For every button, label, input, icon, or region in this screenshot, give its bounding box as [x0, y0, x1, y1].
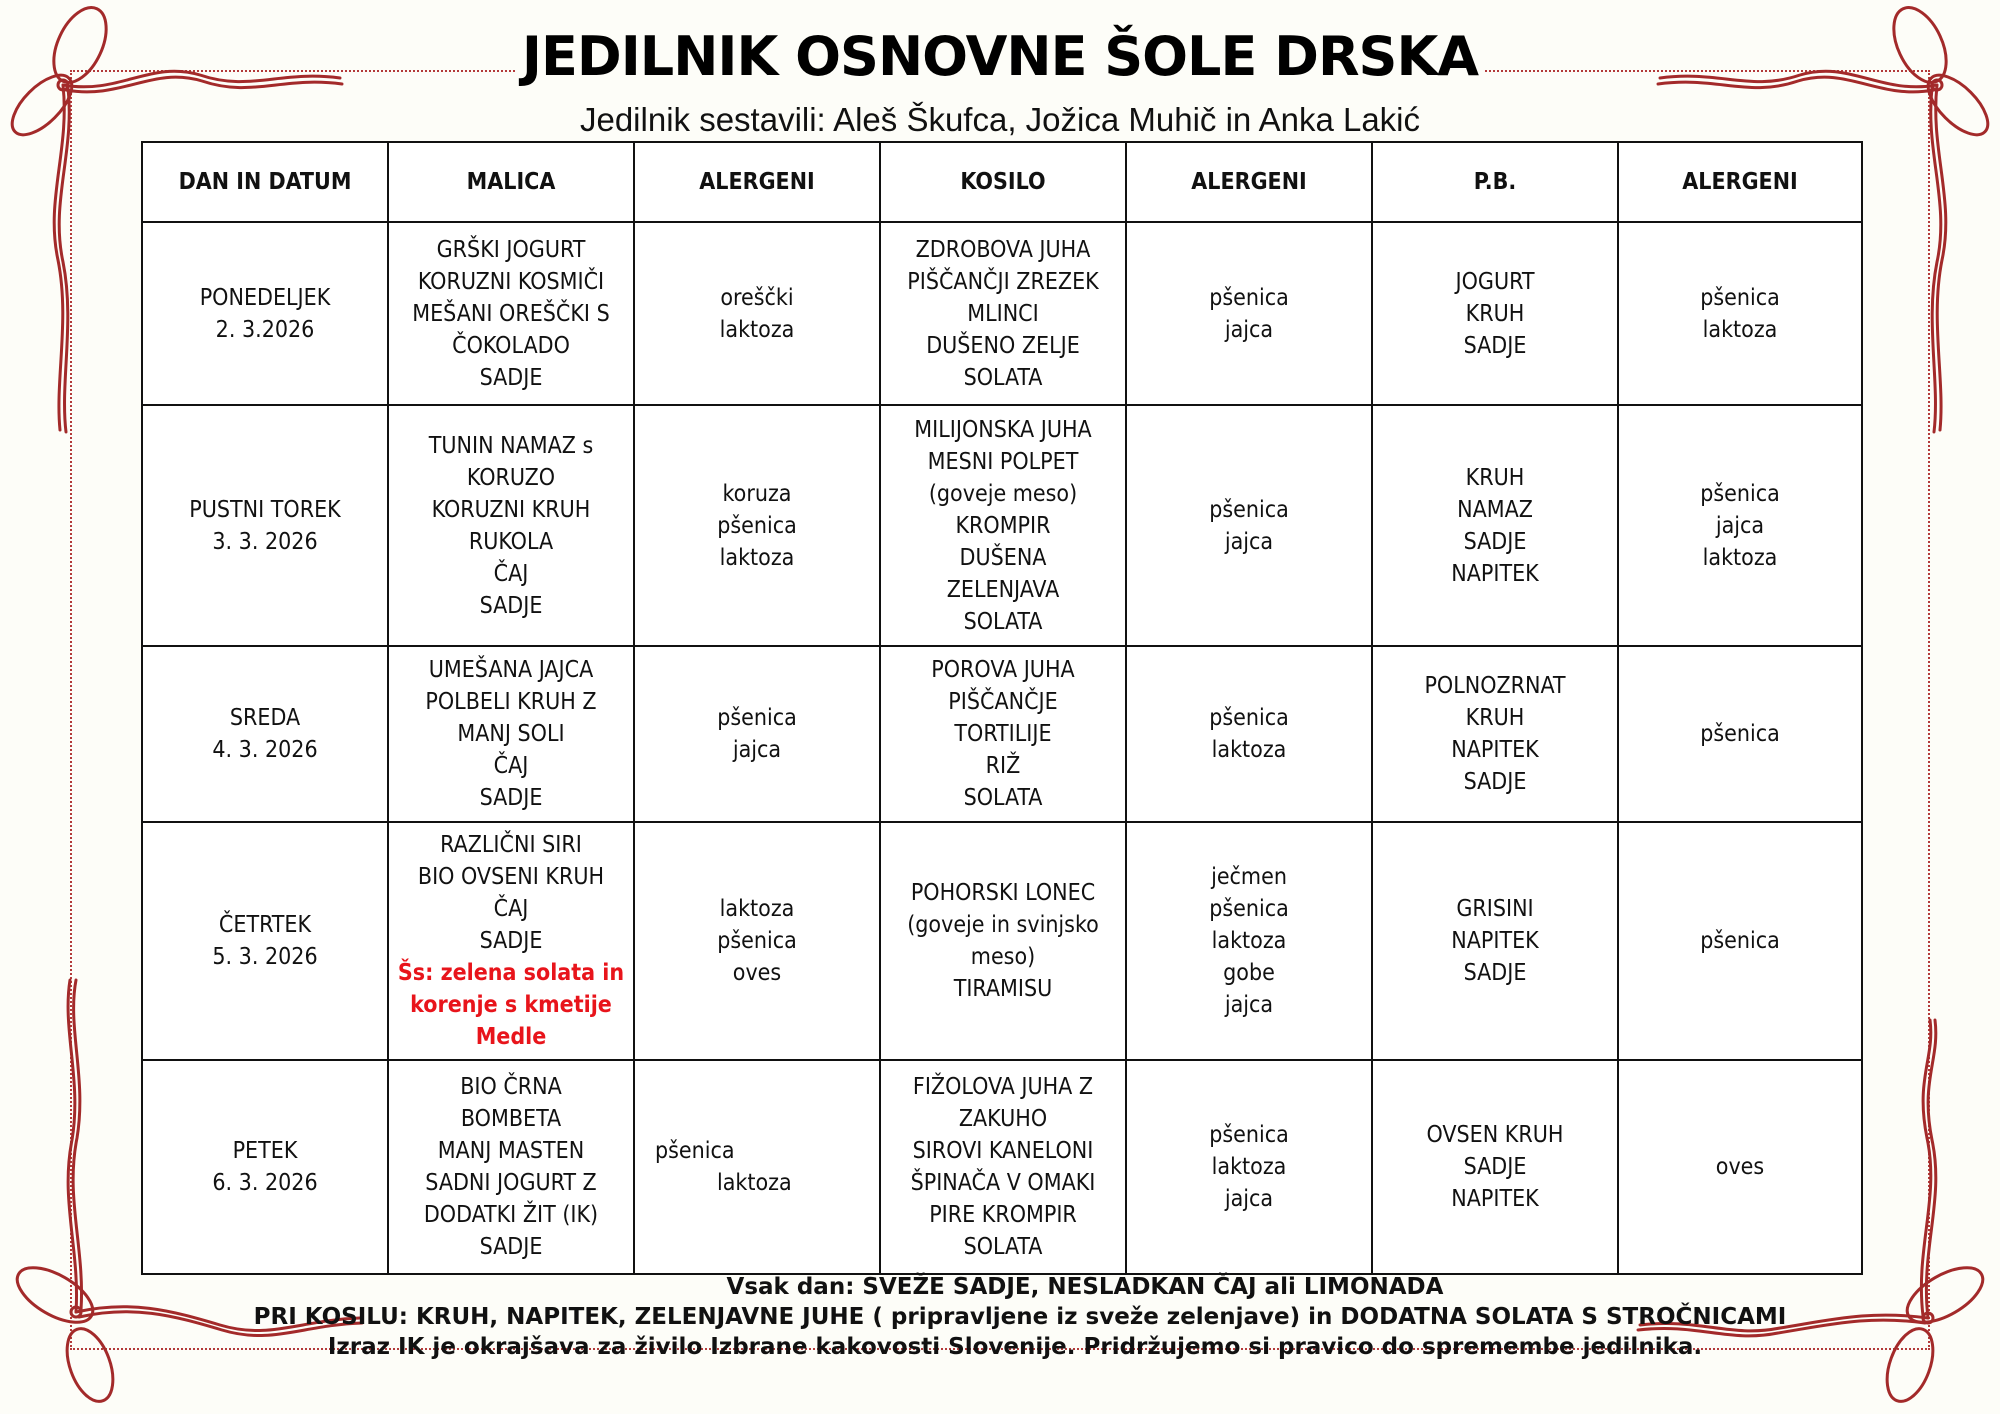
- kosilo-alergeni-line: laktoza: [1211, 1154, 1287, 1180]
- local-supplier-note: Šs: zelena solata in: [397, 960, 625, 986]
- malica-line: ČAJ: [493, 896, 529, 922]
- pb-alergeni-line: jajca: [1715, 512, 1765, 539]
- pb-alergeni-cell: [1618, 822, 1862, 1060]
- malica-alergeni-cell: [634, 1060, 880, 1274]
- kosilo-alergeni-line: ječmen: [1211, 864, 1287, 890]
- kosilo-line: ZAKUHO: [958, 1106, 1048, 1132]
- kosilo-alergeni-cell: [1126, 222, 1372, 405]
- day-cell: [142, 405, 388, 646]
- column-header-kosilo: KOSILO: [880, 142, 1126, 222]
- day-line: PETEK: [232, 1138, 298, 1164]
- day-cell: [142, 222, 388, 405]
- pb-line: NAPITEK: [1451, 737, 1539, 763]
- kosilo-alergeni-line: jajca: [1224, 1186, 1274, 1212]
- day-line: 6. 3. 2026: [212, 1170, 318, 1196]
- malica-line: MANJ SOLI: [457, 721, 565, 747]
- kosilo-line: POHORSKI LONEC: [910, 880, 1096, 906]
- pb-line: NAPITEK: [1451, 928, 1539, 954]
- local-supplier-note: Medle: [475, 1024, 547, 1050]
- day-line: ČETRTEK: [218, 912, 312, 938]
- malica-alergeni-cell: [634, 822, 880, 1060]
- pb-alergeni-line: pšenica: [1700, 480, 1780, 507]
- malica-line: UMEŠANA JAJCA: [428, 657, 594, 683]
- malica-alergeni-line: jajca: [732, 737, 782, 763]
- kosilo-line: DUŠENO ZELJE: [926, 332, 1080, 359]
- malica-cell: [388, 222, 634, 405]
- kosilo-alergeni-line: pšenica: [1209, 496, 1289, 523]
- pb-alergeni-cell: [1618, 405, 1862, 646]
- kosilo-alergeni-line: gobe: [1223, 960, 1275, 986]
- day-cell: [142, 822, 388, 1060]
- kosilo-line: meso): [970, 944, 1036, 970]
- page-subtitle: Jedilnik sestavili: Aleš Škufca, Jožica Muhič in Anka Lakić: [579, 101, 1421, 138]
- kosilo-alergeni-cell: [1126, 646, 1372, 822]
- kosilo-line: (goveje meso): [928, 480, 1078, 507]
- malica-line: BOMBETA: [460, 1106, 562, 1132]
- kosilo-cell: [880, 1060, 1126, 1274]
- kosilo-line: ZELENJAVA: [946, 576, 1060, 603]
- malica-line: KORUZNI KOSMIČI: [417, 268, 605, 295]
- kosilo-line: ŠPINAČA V OMAKI: [910, 1170, 1096, 1196]
- malica-line: ČOKOLADO: [452, 332, 570, 359]
- kosilo-alergeni-line: jajca: [1224, 316, 1274, 343]
- malica-alergeni-line: oves: [732, 960, 782, 986]
- kosilo-alergeni-cell: [1126, 405, 1372, 646]
- malica-alergeni-line: oreščki: [720, 284, 794, 311]
- day-line: 2. 3.2026: [215, 316, 315, 343]
- malica-line: SADJE: [479, 364, 543, 391]
- malica-line: RAZLIČNI SIRI: [440, 832, 582, 858]
- kosilo-cell: [880, 646, 1126, 822]
- column-header-day: DAN IN DATUM: [142, 142, 388, 222]
- malica-line: SADJE: [479, 592, 543, 619]
- malica-cell: [388, 822, 634, 1060]
- malica-alergeni-line: pšenica: [717, 705, 797, 731]
- pb-alergeni-cell: [1618, 646, 1862, 822]
- day-line: PONEDELJEK: [199, 284, 331, 311]
- kosilo-line: RIŽ: [985, 753, 1021, 779]
- kosilo-alergeni-line: jajca: [1224, 528, 1274, 555]
- kosilo-alergeni-line: pšenica: [1209, 284, 1289, 311]
- column-header-pb-alergeni: ALERGENI: [1618, 142, 1862, 222]
- malica-line: BIO OVSENI KRUH: [417, 864, 605, 890]
- malica-line: SADNI JOGURT Z: [425, 1170, 597, 1196]
- page-title: JEDILNIK OSNOVNE ŠOLE DRSKA: [0, 22, 2000, 92]
- malica-line: KORUZO: [466, 464, 556, 491]
- malica-line: KORUZNI KRUH: [431, 496, 591, 523]
- kosilo-cell: [880, 405, 1126, 646]
- column-header-kosilo-alergeni: ALERGENI: [1126, 142, 1372, 222]
- malica-alergeni-cell: [634, 646, 880, 822]
- kosilo-line: POROVA JUHA: [931, 657, 1075, 683]
- menu-table: [141, 141, 1863, 1275]
- pb-line: SADJE: [1463, 960, 1527, 986]
- kosilo-alergeni-line: pšenica: [1209, 896, 1289, 922]
- malica-line: ČAJ: [493, 753, 529, 779]
- malica-alergeni-cell: [634, 405, 880, 646]
- kosilo-line: DUŠENA: [959, 544, 1047, 571]
- kosilo-line: KROMPIR: [955, 512, 1051, 539]
- kosilo-line: FIŽOLOVA JUHA Z: [912, 1074, 1094, 1100]
- table-row: [142, 222, 1862, 405]
- kosilo-alergeni-line: pšenica: [1209, 705, 1289, 731]
- kosilo-alergeni-line: jajca: [1224, 992, 1274, 1018]
- pb-line: KRUH: [1465, 705, 1525, 731]
- pb-line: SADJE: [1463, 1154, 1527, 1180]
- footer-lunch-note: PRI KOSILU: KRUH, NAPITEK, ZELENJAVNE JUHE ( pripravljene iz sveže zelenjave) in DODATNA SOLATA S STROČNICAMI: [253, 1304, 1787, 1330]
- malica-cell: [388, 405, 634, 646]
- malica-line: GRŠKI JOGURT: [436, 236, 586, 263]
- pb-alergeni-line: oves: [1715, 1154, 1765, 1180]
- kosilo-alergeni-line: laktoza: [1211, 737, 1287, 763]
- malica-alergeni-line: koruza: [722, 480, 792, 507]
- malica-alergeni-line: laktoza: [717, 1170, 792, 1196]
- pb-line: SADJE: [1463, 332, 1527, 359]
- pb-alergeni-cell: [1618, 222, 1862, 405]
- kosilo-alergeni-cell: [1126, 822, 1372, 1060]
- kosilo-line: SIROVI KANELONI: [912, 1138, 1094, 1164]
- kosilo-line: ZDROBOVA JUHA: [915, 236, 1091, 263]
- kosilo-line: PIRE KROMPIR: [929, 1202, 1077, 1228]
- pb-line: SADJE: [1463, 528, 1527, 555]
- day-cell: [142, 646, 388, 822]
- kosilo-line: MESNI POLPET: [927, 448, 1079, 475]
- malica-line: DODATKI ŽIT (IK): [423, 1202, 599, 1228]
- kosilo-line: (goveje in svinjsko: [907, 912, 1099, 938]
- footer-ik-note: Izraz IK je okrajšava za živilo Izbrane kakovosti Slovenije. Pridržujemo si pravico do spremembe jedilnika.: [327, 1334, 1703, 1360]
- day-line: 5. 3. 2026: [212, 944, 318, 970]
- kosilo-line: SOLATA: [963, 608, 1043, 635]
- footer-daily-note: Vsak dan: SVEŽE SADJE, NESLADKAN ČAJ ali LIMONADA: [726, 1274, 1444, 1300]
- pb-alergeni-line: laktoza: [1702, 316, 1778, 343]
- kosilo-line: MILIJONSKA JUHA: [914, 416, 1092, 443]
- pb-line: JOGURT: [1455, 268, 1535, 295]
- pb-cell: [1372, 646, 1618, 822]
- malica-alergeni-line: pšenica: [717, 512, 797, 539]
- pb-alergeni-line: pšenica: [1700, 721, 1780, 747]
- malica-line: MANJ MASTEN: [437, 1138, 585, 1164]
- malica-line: SADJE: [479, 928, 543, 954]
- table-row: [142, 405, 1862, 646]
- kosilo-line: SOLATA: [963, 364, 1043, 391]
- pb-line: NAPITEK: [1451, 560, 1539, 587]
- pb-line: GRISINI: [1456, 896, 1534, 922]
- malica-line: TUNIN NAMAZ s: [428, 432, 594, 459]
- pb-cell: [1372, 1060, 1618, 1274]
- malica-alergeni-line: pšenica: [655, 1138, 735, 1164]
- day-line: 4. 3. 2026: [212, 737, 318, 763]
- local-supplier-note: korenje s kmetije: [410, 992, 612, 1018]
- column-header-pb: P.B.: [1372, 142, 1618, 222]
- pb-alergeni-line: laktoza: [1702, 544, 1778, 571]
- pb-cell: [1372, 822, 1618, 1060]
- pb-line: NAMAZ: [1457, 496, 1533, 523]
- malica-line: ČAJ: [493, 560, 529, 587]
- pb-line: POLNOZRNAT: [1424, 673, 1566, 699]
- pb-line: NAPITEK: [1451, 1186, 1539, 1212]
- column-header-malica: MALICA: [388, 142, 634, 222]
- pb-alergeni-cell: [1618, 1060, 1862, 1274]
- malica-alergeni-line: pšenica: [717, 928, 797, 954]
- pb-line: SADJE: [1463, 769, 1527, 795]
- kosilo-line: PIŠČANČJE: [948, 689, 1058, 715]
- pb-line: KRUH: [1465, 464, 1525, 491]
- kosilo-cell: [880, 822, 1126, 1060]
- kosilo-cell: [880, 222, 1126, 405]
- kosilo-alergeni-cell: [1126, 1060, 1372, 1274]
- malica-line: BIO ČRNA: [460, 1074, 562, 1100]
- malica-line: SADJE: [479, 1234, 543, 1260]
- day-line: PUSTNI TOREK: [189, 496, 341, 523]
- malica-line: MEŠANI OREŠČKI S: [412, 300, 610, 327]
- day-line: 3. 3. 2026: [212, 528, 318, 555]
- table-row: [142, 646, 1862, 822]
- malica-cell: [388, 646, 634, 822]
- pb-alergeni-line: pšenica: [1700, 928, 1780, 954]
- pb-cell: [1372, 222, 1618, 405]
- table-row: [142, 822, 1862, 1060]
- table-header-row: [142, 142, 1862, 222]
- kosilo-line: MLINCI: [967, 300, 1039, 327]
- malica-line: SADJE: [479, 785, 543, 811]
- day-line: SREDA: [229, 705, 301, 731]
- kosilo-alergeni-line: laktoza: [1211, 928, 1287, 954]
- day-cell: [142, 1060, 388, 1274]
- column-header-malica-alergeni: ALERGENI: [634, 142, 880, 222]
- malica-alergeni-line: laktoza: [719, 316, 795, 343]
- table-row: [142, 1060, 1862, 1274]
- malica-alergeni-line: laktoza: [719, 544, 795, 571]
- kosilo-line: TIRAMISU: [953, 976, 1053, 1002]
- pb-line: KRUH: [1465, 300, 1525, 327]
- kosilo-alergeni-line: pšenica: [1209, 1122, 1289, 1148]
- malica-cell: [388, 1060, 634, 1274]
- kosilo-line: SOLATA: [963, 785, 1043, 811]
- pb-cell: [1372, 405, 1618, 646]
- pb-alergeni-line: pšenica: [1700, 284, 1780, 311]
- pb-line: OVSEN KRUH: [1426, 1122, 1564, 1148]
- malica-alergeni-cell: [634, 222, 880, 405]
- malica-line: RUKOLA: [468, 528, 554, 555]
- kosilo-line: PIŠČANČJI ZREZEK: [907, 268, 1099, 295]
- malica-line: POLBELI KRUH Z: [425, 689, 597, 715]
- kosilo-line: TORTILIJE: [954, 721, 1052, 747]
- malica-alergeni-line: laktoza: [719, 896, 795, 922]
- kosilo-line: SOLATA: [963, 1234, 1043, 1260]
